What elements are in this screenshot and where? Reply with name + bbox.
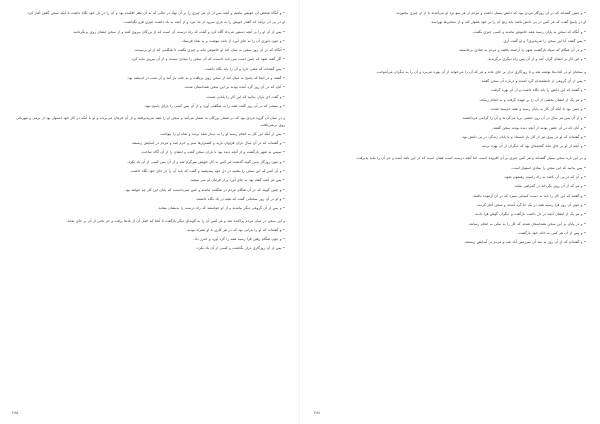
paragraph: • و پس از آن هر کس به خانه خود بازگشت.	[314, 230, 586, 236]
paragraph: • و او در آن روز سخنانی گفت که همه در یاد نگاه داشتند.	[16, 196, 285, 202]
paragraph: • پس هر آنچه گفته بود به جای آورد و از فرمان او سر نپیچید.	[16, 177, 285, 183]
paragraph: • و چون روزگار بدین گونه گذشت هر کس به کار خویش سرگرم شد و از آن پس کسی از آن یاد نکرد.	[16, 159, 285, 165]
paragraph: • و گفتند که این کار را باید به دست کسانی سپرد که در آن آزموده باشند.	[314, 193, 586, 199]
paragraph: • پس گفته‌اند که معنی دارد و آن را باید نگاه داشت.	[16, 66, 285, 72]
paragraph: • و چون آن روز فرا رسید همه در یک جا گرد آمدند و سخن آغاز کردند.	[314, 202, 586, 208]
paragraph: • و هر یک از ایشان آنچه در دل داشت بازگفت و دیگران گوش فرا دادند.	[314, 211, 586, 217]
paragraph: و در این باره سخن بسیار گفته‌اند و هر کس چیزی بر آن افزوده است، اما آنچه درست است همان است که در این نامه آمده و جز آن را نباید پذیرفت.	[356, 156, 586, 161]
paragraph: • و چنین گویند که در آن هنگام مردم در شگفت ماندند و کس نمی‌دانست که پایان این کار چه خواهد بود.	[16, 187, 285, 193]
paragraph: • و چنین بود تا آنکه آن کار به پایان رسید و همه خرسند شدند.	[314, 106, 586, 112]
paragraph: • و آنچه از او بر جای ماند گنجینه‌ای بود که دیگران از آن بهره بردند.	[314, 143, 586, 149]
paragraph: • و گفته‌اند که از آن روز به بعد آن سرزمین آباد شد و مردم در آسایش زیستند.	[314, 239, 586, 245]
paragraph: • و سخنی که در آن روز گفت همه را به شگفتی آورد و از آن پس کسی را یارای پاسخ نبود.	[16, 103, 285, 109]
paragraph: • پس از آن گروهی از دانشمندان گرد آمدند و درباره آن سخن گفتند.	[314, 78, 586, 84]
paragraph: • و هر یک از ایشان بخشی از آن را بر عهده گرفت و به انجام رساند.	[314, 97, 586, 103]
left-text-column	[16, 10, 285, 405]
paragraph: • سپس به شهر بازگشت و از آنچه دیده بود با یاران سخن گفت و ایشان را از آن آگاه ساخت.	[16, 149, 285, 155]
paragraph: • پس گفتند آیا این سخن را می‌پذیری؟ و او گفت آری.	[314, 38, 586, 44]
paragraph: • و گفت ای یاران بدانید که این کار را پایانی هست.	[16, 94, 285, 100]
paragraph: • و آنگاه شخص آن خویش بنامیم و آنچه پس از آن هر چیزی را بر آن نهاد در حالی که به آن نظر افکنده بود و آن را در دل خود نگاه داشت تا آنکه سخن گفتن آغاز کرد.	[16, 10, 285, 16]
paragraph: و در میان آن گروه مردی بود که در شمار بزرگان به شمار می‌آمد و سخن او را همه می‌پذیرفتند و از آن فرمان می‌بردند و او با آنکه در کار خود استوار بود از نرمی و مهربانی روی برنمی‌تافت.	[16, 116, 285, 127]
paragraph: • و پس از آن گروهی دیگر بیامدند و از او خواستند که راه درست را بدیشان بنماید.	[16, 205, 285, 211]
paragraph: • پس بدانید که این سخن را بنیادی استوار است.	[314, 165, 586, 171]
paragraph: • گفتند و در آنجا که پاسخ به میان آمد از سخن روی برتافت و به خانه باز آمد و آن شب در اندیشه بود.	[16, 75, 285, 81]
paragraph: • و از آن پس هر سال در آن روز جشنی برپا می‌کردند و آن را گرامی می‌داشتند.	[314, 115, 586, 121]
right-text-column	[314, 10, 586, 405]
paragraph: • و در پایان بر این سخن همداستان شدند که کار را به نیکی به انجام رسانند.	[314, 221, 586, 227]
right-page-number: ٢٨٤	[314, 410, 321, 415]
paragraph: • و چون داوری آن را به جای آورد از نامه بنوشت و به شاه فرستاد.	[16, 38, 285, 44]
paragraph: • و آن کس که این سخن را بشنید در دل خود بیندیشید و گفت که باید آن را در جای خود نگاه داشت.	[16, 168, 285, 174]
paragraph: • آنگاه که در آن روز سخن به میان آمد او خاموش ماند و چیزی نگفت تا هنگامی که از او پرسیدند.	[16, 47, 285, 53]
paragraph: • آنان که در آن روز گرد آمده بودند بر این سخن همداستان شدند.	[16, 84, 285, 90]
paragraph: • پس از آن او را بر آنچه دستور می‌داد آگاه کرد و گفت که راه درست آن است که از بزرگان پیروی کنند و از سخن ایشان روی برنگردانند.	[16, 29, 285, 35]
paragraph: • و چنین گفته‌اند که در آن روزگار مردی بود که دانش بسیار داشت و مردم از هر سو نزد او می‌آمدند تا از او چیزی بیاموزند.	[314, 10, 586, 16]
paragraph: • و گفته‌اند که او در پیری نیز از کار باز نایستاد و تا پایان زندگی در پی دانش بود.	[314, 134, 586, 140]
paragraph: • اگر گفته شود که چنین است پس باید دانست که آن سخن را بنیادی نیست و از آن پیروی نباید کرد.	[16, 56, 285, 62]
left-page-number: ٢٨٥	[12, 410, 19, 415]
paragraph: • و گفته‌اند که در آن سال باران فراوان بارید و کشتزارها سبز و خرم شد و مردم در آسایش زیستند.	[16, 140, 285, 146]
paragraph: • و آن که در پی آن باشد به راه راست رهنمون شود.	[314, 174, 586, 180]
right-page	[300, 0, 600, 424]
paragraph: • و هر که از آن روی بگرداند در گمراهی بماند.	[314, 183, 586, 189]
paragraph: او در پاسخ گفت که هر کس در پی دانش باشد باید رنج آن را بر خود هموار کند و از سختی‌ها نهراسد.	[430, 20, 586, 25]
paragraph: • پس از آنکه این کار به انجام رسید او را به دیدار شاه بردند و شاه او را بنواخت.	[16, 131, 285, 137]
paragraph: • و گفته‌اند که او را یارانی بود که در هر کاری با او همراه بودند.	[16, 227, 285, 233]
paragraph: و سخنان او در کتاب‌ها نوشته شد و تا روزگاری دراز بر جای ماند و هر که آن را می‌خواند از آن بهره می‌برد و آن را به دیگران می‌آموخت.	[375, 69, 586, 74]
paragraph: او در پی آن برآمد که گفتار خویش را به یاری سرود از یاد نبرد و از آنچه به یاد داشت چیزی فرو نگذاشت.	[123, 20, 285, 25]
paragraph: • و گفتند که این دانش را باید نگاه داشت و از آن بهره گرفت.	[314, 87, 586, 93]
paragraph: و این سخن در میان مردم پراکنده شد و هر کس آن را به گونه‌ای دیگر بازگفت تا آنجا که اصل آن از یادها برفت و جز نامی از آن بر جای نماند.	[66, 218, 285, 223]
paragraph: • پس از آن روزگاری دراز بگذشت و کسی از آن یاد نکرد.	[16, 245, 285, 251]
paragraph: • و این کار بر ایشان گران آمد و از آن پس راه دیگری برگزیدند.	[314, 56, 586, 62]
paragraph: • و آنگاه که سخن به پایان رسید همه خاموش ماندند و کسی چیزی نگفت.	[314, 29, 586, 35]
paragraph: • و آنان که در آن جشن بودند از آنچه دیده بودند سخن گفتند.	[314, 125, 586, 131]
paragraph: • و در آن هنگام که سپاه بازگشت شهر را آراسته یافتند و مردم به شادی برخاستند.	[314, 47, 586, 53]
paragraph: • و چون هنگام رفتن فرا رسید همه را گرد آورد و اندرز داد.	[16, 236, 285, 242]
